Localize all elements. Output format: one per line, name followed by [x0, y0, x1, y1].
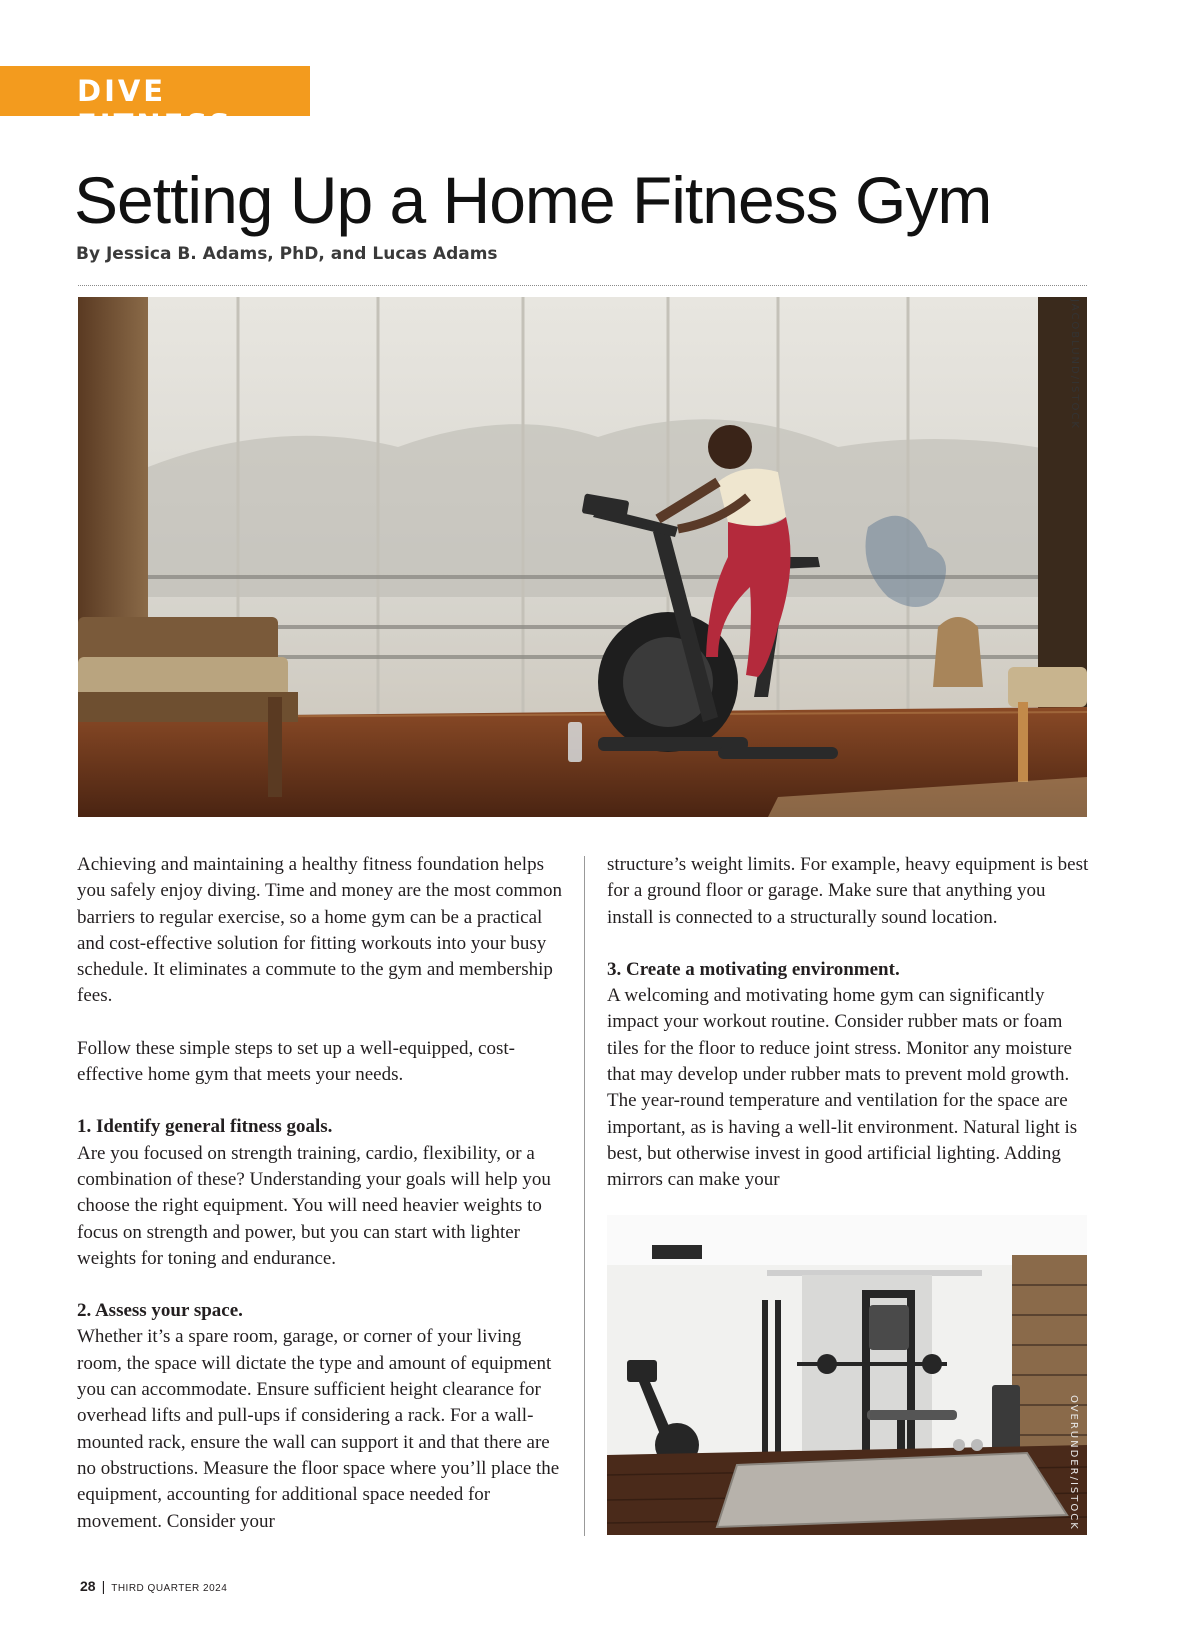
article-column-right	[607, 852, 1092, 1194]
step-3-body: A welcoming and motivating home gym can significantly impact your workout routine. Consider rubber mats or foam tiles for the floor to reduce joint stress. Monitor any moisture that may develop under rubber mats to prevent mold growth. The year-round temperature and ventilation for the space are important, as is having a well-lit environment. Natural light is best, but otherwise invest in good artificial lighting. Adding mirrors can make your	[607, 985, 1078, 1191]
intro-paragraph-1: Achieving and maintaining a healthy fitness foundation helps you safely enjoy diving. Time and money are the most common barriers to regular exercise, so a home gym can be a practical and cost-effective solution for fitting workouts into your busy schedule. It eliminates a commute to the gym and membership fees.	[77, 854, 562, 1007]
gym-photo-credit: OVERUNDER/ISTOCK	[1068, 1395, 1079, 1531]
article-title: Setting Up a Home Fitness Gym	[74, 163, 992, 237]
hero-photo-credit: JACOBLUND/ISTOCK	[1069, 299, 1080, 430]
home-gym-illustration	[607, 1215, 1087, 1535]
section-tag-label: DIVE FITNESS	[77, 74, 233, 142]
article-column-left	[77, 852, 569, 1535]
footer-separator: |	[101, 1578, 106, 1594]
section-tag	[0, 66, 310, 142]
step-3-heading: 3. Create a motivating environment.	[607, 958, 900, 980]
title-rule	[78, 285, 1087, 286]
byline: By Jessica B. Adams, PhD, and Lucas Adams	[76, 244, 498, 264]
hero-photo-illustration	[78, 297, 1087, 817]
page-footer	[80, 1578, 227, 1596]
intro-paragraph-2: Follow these simple steps to set up a well-equipped, cost-effective home gym that meets your needs.	[77, 1037, 515, 1086]
column-divider	[584, 856, 585, 1536]
step-2-heading: 2. Assess your space.	[77, 1300, 243, 1322]
step-1-heading: 1. Identify general fitness goals.	[77, 1116, 333, 1138]
step-1-body: Are you focused on strength training, cardio, flexibility, or a combination of these? Understanding your goals will help you choose the right equipment. You will need heavier weights to focus on strength and power, but you can start with lighter weights for toning and endurance.	[77, 1142, 551, 1269]
home-gym-photo	[607, 1215, 1087, 1535]
page-number: 28	[80, 1578, 96, 1594]
step-2-body: Whether it’s a spare room, garage, or corner of your living room, the space will dictate the type and amount of equipment you can accommodate. Ensure sufficient height clearance for overhead lifts and pull-ups if considering a rack. For a wall-mounted rack, ensure the wall can support it and that there are no obstructions. Measure the floor space where you’ll place the equipment, accounting for additional space needed for movement. Consider your	[77, 1326, 560, 1532]
issue-label: THIRD QUARTER 2024	[111, 1583, 228, 1594]
step-2-continued: structure’s weight limits. For example, heavy equipment is best for a ground floor or garage. Make sure that anything you install is connected to a structurally sound location.	[607, 854, 1089, 928]
hero-photo-spin-bike	[78, 297, 1087, 817]
